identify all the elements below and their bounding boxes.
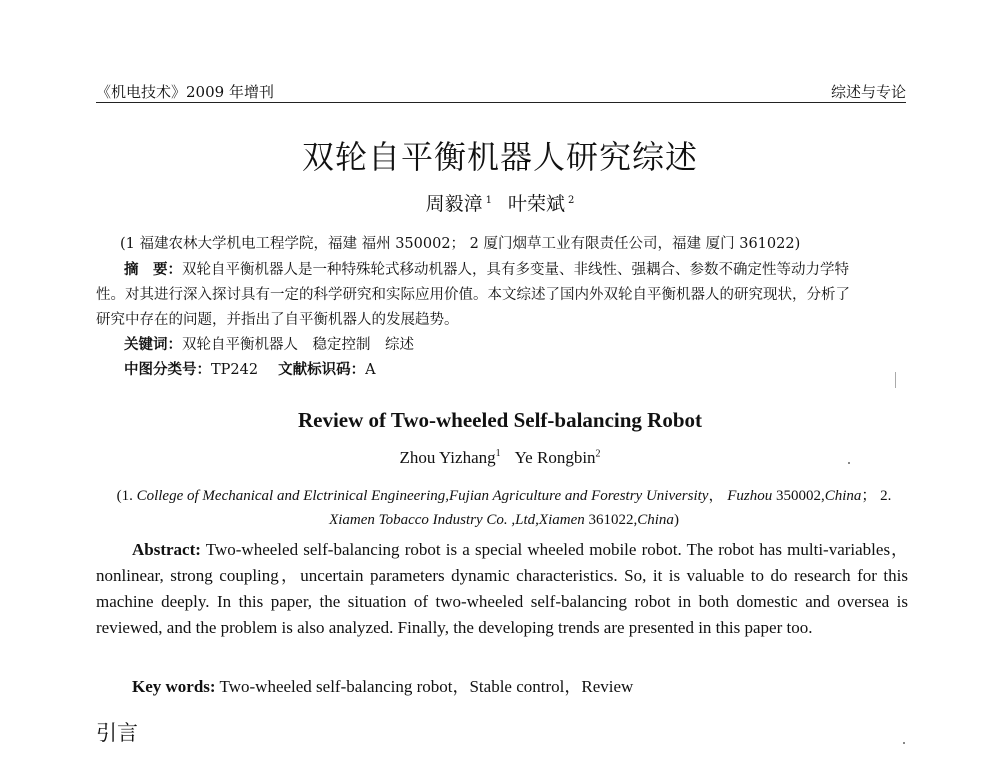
english-title: Review of Two-wheeled Self-balancing Robot (297, 408, 703, 432)
affil-tail: ) (673, 512, 679, 528)
keywords-text: Two-wheeled self-balancing robot，Stable control，Review (219, 677, 634, 696)
english-authors (0, 448, 1000, 468)
affil-tail: ； 2. (861, 488, 892, 504)
keywords-label: 关键词： (124, 336, 182, 353)
author-affil-mark: 1 (485, 194, 492, 206)
journal-name: 《机电技术》2009 年增刊 (96, 83, 274, 101)
affil-city: Fuzhou (727, 488, 773, 504)
chinese-authors (0, 189, 1000, 216)
author-affil-mark: 2 (568, 194, 575, 206)
keywords-label: Key words: (132, 677, 216, 696)
doc-code-value: A (365, 362, 376, 378)
affil-postcode: 350002, (772, 488, 825, 504)
author-name: Zhou Yizhang (399, 448, 496, 467)
doc-code-label: 文献标识码： (278, 361, 366, 378)
affil-country: China (637, 512, 674, 528)
scan-artifact-line (895, 372, 896, 388)
author-affil-mark: 2 (595, 448, 601, 460)
abstract-label: Abstract: (132, 540, 201, 559)
abstract-line: 性。对其进行深入探讨具有一定的科学研究和实际应用价值。本文综述了国内外双轮自平衡机器人的研究现状，分析了 (96, 287, 850, 303)
author-name: 叶荣斌 (508, 193, 566, 215)
chinese-abstract (96, 257, 908, 333)
abstract-text: Two-wheeled self-balancing robot is a special wheeled mobile robot. The robot has multi-variables，nonlinear, strong coupling，uncertain parameters dynamic characteristics. So, it is valuable to do research for this machine deeply. In this paper, the situation of two-wheeled self-balancing robot in both domestic and oversea is reviewed, and the problem is also analyzed. Finally, the developing trends are presented in this paper too. (96, 540, 908, 637)
author-name: Ye Rongbin (514, 448, 596, 467)
running-header (96, 78, 906, 103)
intro-heading: 引言 (96, 721, 138, 745)
author-affil-mark: 1 (495, 448, 501, 460)
chinese-title: 双轮自平衡机器人研究综述 (301, 138, 698, 176)
abstract-line: 研究中存在的问题，并指出了自平衡机器人的发展趋势。 (96, 312, 459, 328)
section-name: 综述与专论 (830, 83, 906, 101)
classification-line (124, 358, 376, 379)
affil-institution: College of Mechanical and Elctrinical Engineering,Fujian Agriculture and Forestry University (136, 488, 709, 504)
clc-value: TP242 (211, 362, 259, 378)
affil-sep: ， (708, 488, 724, 504)
chinese-affiliation: (1 福建农林大学机电工程学院，福建 福州 350002； 2 厦门烟草工业有限责任公司，福建 厦门 361022) (120, 236, 801, 252)
author-name: 周毅漳 (425, 193, 483, 215)
english-affiliation (100, 484, 908, 532)
clc-label: 中图分类号： (124, 361, 211, 378)
affil-postcode: 361022, (584, 512, 638, 528)
scan-artifact-dot (903, 742, 905, 744)
keywords-text: 双轮自平衡机器人 稳定控制 综述 (182, 337, 414, 353)
chinese-keywords (124, 333, 414, 354)
abstract-line: 双轮自平衡机器人是一种特殊轮式移动机器人，具有多变量、非线性、强耦合、参数不确定性等动力学特 (182, 262, 849, 278)
affil-prefix: (1. (116, 488, 137, 504)
english-keywords (132, 672, 633, 697)
affil-institution: Xiamen Tobacco Industry Co. ,Ltd,Xiamen (329, 512, 585, 528)
english-abstract (96, 537, 908, 641)
abstract-label: 摘 要： (124, 261, 182, 278)
scan-artifact-dot (848, 462, 850, 464)
affil-country: China (824, 488, 862, 504)
